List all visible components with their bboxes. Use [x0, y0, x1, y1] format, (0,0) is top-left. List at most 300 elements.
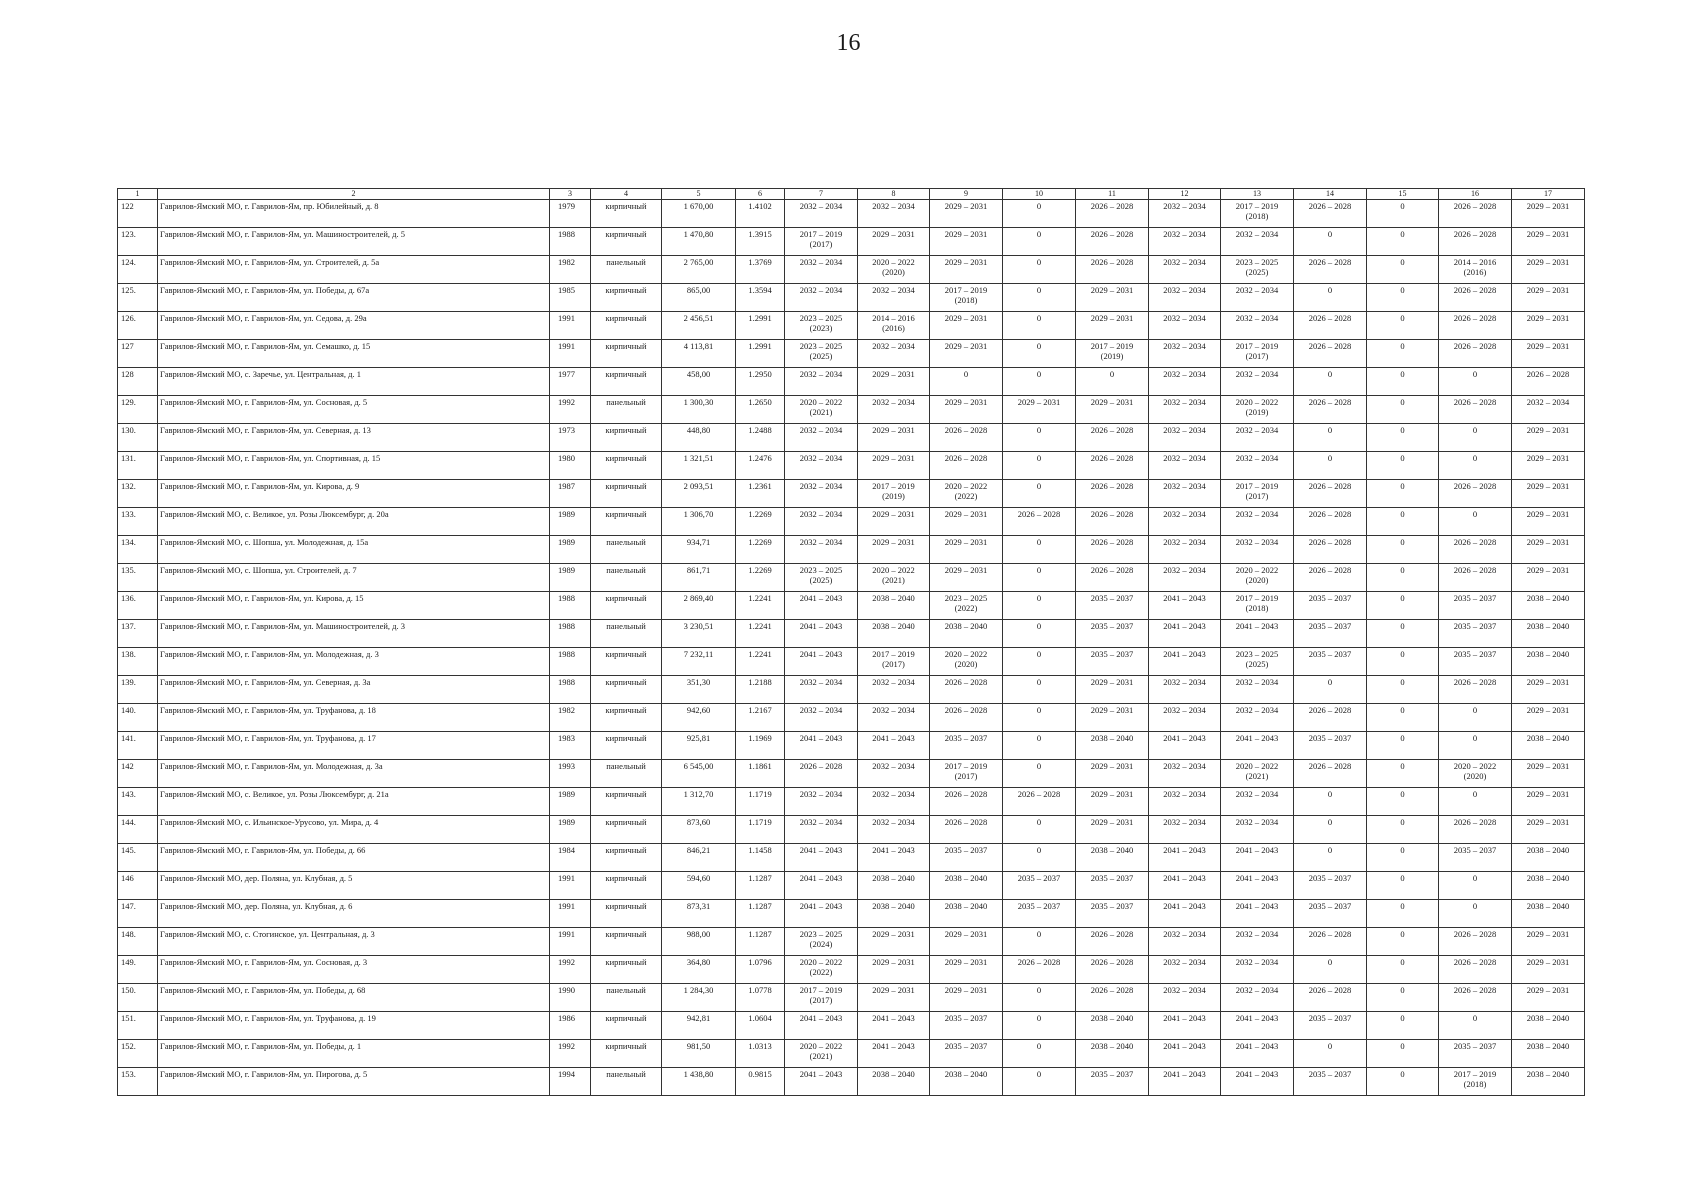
table-cell: 2032 – 2034 — [1221, 452, 1294, 480]
table-cell: 1 284,30 — [662, 984, 736, 1012]
table-cell: Гаврилов-Ямский МО, г. Гаврилов-Ям, ул. Труфанова, д. 17 — [158, 732, 550, 760]
table-cell: 2029 – 2031 — [1512, 816, 1585, 844]
table-cell: 2041 – 2043 — [785, 900, 858, 928]
table-cell: 2029 – 2031 — [1076, 816, 1149, 844]
table-cell: 1.0778 — [736, 984, 785, 1012]
column-header: 4 — [591, 189, 662, 200]
table-cell: 925,81 — [662, 732, 736, 760]
table-cell: 2023 – 2025 (2022) — [930, 592, 1003, 620]
table-cell: 2032 – 2034 — [1149, 368, 1221, 396]
table-cell: 126. — [118, 312, 158, 340]
table-cell: кирпичный — [591, 368, 662, 396]
table-cell: 133. — [118, 508, 158, 536]
table-cell: 0 — [1003, 760, 1076, 788]
table-cell: 0 — [1367, 396, 1439, 424]
table-cell: 1990 — [550, 984, 591, 1012]
table-cell: 2038 – 2040 — [930, 620, 1003, 648]
table-cell: 2038 – 2040 — [1512, 620, 1585, 648]
table-cell: 0 — [1003, 424, 1076, 452]
table-cell: 142 — [118, 760, 158, 788]
table-cell: 1.2361 — [736, 480, 785, 508]
table-cell: 0 — [1367, 228, 1439, 256]
table-cell: 0 — [1003, 452, 1076, 480]
table-cell: 0 — [1294, 676, 1367, 704]
table-cell: Гаврилов-Ямский МО, с. Великое, ул. Розы Люксембург, д. 20а — [158, 508, 550, 536]
table-cell: 140. — [118, 704, 158, 732]
table-row — [118, 956, 1585, 984]
table-cell: 2029 – 2031 — [1512, 788, 1585, 816]
table-cell: 934,71 — [662, 536, 736, 564]
table-cell: 1.2241 — [736, 648, 785, 676]
table-cell: 2026 – 2028 — [1439, 312, 1512, 340]
table-cell: Гаврилов-Ямский МО, г. Гаврилов-Ям, ул. Северная, д. 13 — [158, 424, 550, 452]
table-cell: 0 — [1003, 732, 1076, 760]
table-row — [118, 592, 1585, 620]
table-cell: 0 — [1294, 816, 1367, 844]
table-row — [118, 508, 1585, 536]
table-row — [118, 564, 1585, 592]
table-cell: 2017 – 2019 (2018) — [930, 284, 1003, 312]
table-row — [118, 704, 1585, 732]
table-cell: 137. — [118, 620, 158, 648]
table-cell: 2032 – 2034 — [1221, 704, 1294, 732]
table-row — [118, 1012, 1585, 1040]
table-cell: 2026 – 2028 — [1076, 536, 1149, 564]
table-cell: панельный — [591, 1068, 662, 1096]
table-cell: 2026 – 2028 — [1076, 256, 1149, 284]
table-cell: 2029 – 2031 — [1512, 312, 1585, 340]
table-cell: 2032 – 2034 — [1149, 788, 1221, 816]
table-cell: 2032 – 2034 — [1149, 984, 1221, 1012]
table-cell: 2023 – 2025 (2024) — [785, 928, 858, 956]
table-cell: 2032 – 2034 — [785, 256, 858, 284]
table-cell: 0 — [1367, 312, 1439, 340]
table-cell: 2041 – 2043 — [1149, 592, 1221, 620]
table-cell: 2032 – 2034 — [1221, 536, 1294, 564]
table-cell: 2029 – 2031 — [1003, 396, 1076, 424]
table-cell: Гаврилов-Ямский МО, г. Гаврилов-Ям, ул. Машиностроителей, д. 3 — [158, 620, 550, 648]
table-cell: 458,00 — [662, 368, 736, 396]
table-cell: 2038 – 2040 — [1076, 844, 1149, 872]
table-cell: 2032 – 2034 — [858, 816, 930, 844]
table-cell: 0 — [1003, 256, 1076, 284]
table-cell: 1.1861 — [736, 760, 785, 788]
table-cell: 2029 – 2031 — [858, 956, 930, 984]
table-cell: 2023 – 2025 (2025) — [785, 564, 858, 592]
table-cell: 0 — [1003, 648, 1076, 676]
table-cell: 0 — [1367, 508, 1439, 536]
table-cell: 145. — [118, 844, 158, 872]
table-cell: 2026 – 2028 — [1439, 816, 1512, 844]
table-cell: 2020 – 2022 (2019) — [1221, 396, 1294, 424]
table-cell: Гаврилов-Ямский МО, г. Гаврилов-Ям, ул. Победы, д. 68 — [158, 984, 550, 1012]
table-cell: 981,50 — [662, 1040, 736, 1068]
table-cell: 2029 – 2031 — [858, 536, 930, 564]
table-cell: 2032 – 2034 — [785, 508, 858, 536]
table-cell: 2032 – 2034 — [785, 284, 858, 312]
table-cell: 2032 – 2034 — [858, 788, 930, 816]
table-cell: 0 — [1003, 928, 1076, 956]
table-cell: 1.4102 — [736, 200, 785, 228]
table-cell: 1.2269 — [736, 508, 785, 536]
table-cell: 2032 – 2034 — [1221, 928, 1294, 956]
table-cell: кирпичный — [591, 956, 662, 984]
table-cell: 2038 – 2040 — [930, 1068, 1003, 1096]
table-cell: 0 — [1003, 368, 1076, 396]
table-cell: 0 — [1294, 956, 1367, 984]
table-cell: 2029 – 2031 — [858, 368, 930, 396]
table-cell: 2041 – 2043 — [858, 1040, 930, 1068]
table-cell: 2026 – 2028 — [1294, 200, 1367, 228]
table-cell: 0 — [1367, 536, 1439, 564]
table-cell: 2032 – 2034 — [1149, 816, 1221, 844]
table-row — [118, 816, 1585, 844]
table-cell: 0.9815 — [736, 1068, 785, 1096]
table-cell: 1.2241 — [736, 620, 785, 648]
table-cell: 0 — [1367, 928, 1439, 956]
table-cell: 1991 — [550, 872, 591, 900]
table-cell: 2032 – 2034 — [785, 788, 858, 816]
table-cell: 2041 – 2043 — [858, 1012, 930, 1040]
table-cell: 2035 – 2037 — [1076, 620, 1149, 648]
table-cell: 2026 – 2028 — [1294, 396, 1367, 424]
table-cell: 1 300,30 — [662, 396, 736, 424]
table-cell: 2038 – 2040 — [1512, 900, 1585, 928]
table-cell: 1.1287 — [736, 928, 785, 956]
table-cell: 0 — [1003, 536, 1076, 564]
table-cell: 0 — [1367, 452, 1439, 480]
table-cell: 1 438,80 — [662, 1068, 736, 1096]
table-cell: 2041 – 2043 — [1221, 732, 1294, 760]
table-cell: Гаврилов-Ямский МО, дер. Поляна, ул. Клубная, д. 6 — [158, 900, 550, 928]
table-cell: 1.2167 — [736, 704, 785, 732]
table-cell: 0 — [1367, 564, 1439, 592]
table-cell: Гаврилов-Ямский МО, с. Великое, ул. Розы Люксембург, д. 21а — [158, 788, 550, 816]
table-cell: 1.2991 — [736, 340, 785, 368]
table-cell: 2041 – 2043 — [785, 872, 858, 900]
table-cell: 2026 – 2028 — [785, 760, 858, 788]
table-row — [118, 984, 1585, 1012]
table-cell: кирпичный — [591, 816, 662, 844]
table-cell: 2014 – 2016 (2016) — [1439, 256, 1512, 284]
table-cell: 1.1287 — [736, 900, 785, 928]
table-cell: 2017 – 2019 (2018) — [1439, 1068, 1512, 1096]
table-cell: 1982 — [550, 256, 591, 284]
table-cell: кирпичный — [591, 508, 662, 536]
table-cell: 2026 – 2028 — [930, 452, 1003, 480]
table-cell: 1.1719 — [736, 788, 785, 816]
table-cell: 0 — [1076, 368, 1149, 396]
table-cell: 2029 – 2031 — [1512, 564, 1585, 592]
table-cell: кирпичный — [591, 228, 662, 256]
table-cell: 2041 – 2043 — [1149, 732, 1221, 760]
table-cell: 0 — [1367, 256, 1439, 284]
table-cell: 988,00 — [662, 928, 736, 956]
table-cell: 136. — [118, 592, 158, 620]
table-cell: кирпичный — [591, 312, 662, 340]
table-cell: 0 — [1367, 872, 1439, 900]
table-cell: 1982 — [550, 704, 591, 732]
table-cell: 2026 – 2028 — [1294, 984, 1367, 1012]
table-cell: 149. — [118, 956, 158, 984]
table-cell: 2032 – 2034 — [1221, 816, 1294, 844]
table-cell: кирпичный — [591, 900, 662, 928]
table-cell: 0 — [1367, 900, 1439, 928]
table-cell: кирпичный — [591, 284, 662, 312]
table-cell: 132. — [118, 480, 158, 508]
table-cell: Гаврилов-Ямский МО, г. Гаврилов-Ям, ул. Семашко, д. 15 — [158, 340, 550, 368]
table-cell: 0 — [1367, 620, 1439, 648]
table-row — [118, 340, 1585, 368]
table-cell: панельный — [591, 396, 662, 424]
column-header: 13 — [1221, 189, 1294, 200]
table-cell: Гаврилов-Ямский МО, г. Гаврилов-Ям, ул. Труфанова, д. 18 — [158, 704, 550, 732]
table-row — [118, 1068, 1585, 1096]
table-cell: 2017 – 2019 (2017) — [785, 984, 858, 1012]
table-cell: 2032 – 2034 — [1149, 508, 1221, 536]
header-row — [118, 189, 1585, 200]
table-cell: 2026 – 2028 — [1076, 956, 1149, 984]
table-cell: 2035 – 2037 — [1294, 900, 1367, 928]
table-cell: Гаврилов-Ямский МО, г. Гаврилов-Ям, пр. Юбилейный, д. 8 — [158, 200, 550, 228]
table-cell: 131. — [118, 452, 158, 480]
table-cell: 2029 – 2031 — [858, 424, 930, 452]
table-cell: 2032 – 2034 — [858, 676, 930, 704]
table-cell: 2041 – 2043 — [1149, 648, 1221, 676]
table-cell: Гаврилов-Ямский МО, с. Ильинское-Урусово, ул. Мира, д. 4 — [158, 816, 550, 844]
table-cell: 2026 – 2028 — [1439, 984, 1512, 1012]
table-cell: 351,30 — [662, 676, 736, 704]
table-cell: 6 545,00 — [662, 760, 736, 788]
table-cell: 2032 – 2034 — [1149, 564, 1221, 592]
table-cell: 4 113,81 — [662, 340, 736, 368]
table-cell: 2026 – 2028 — [1076, 228, 1149, 256]
table-cell: 2029 – 2031 — [930, 200, 1003, 228]
table-cell: 2029 – 2031 — [858, 984, 930, 1012]
table-cell: 1989 — [550, 508, 591, 536]
table-cell: кирпичный — [591, 732, 662, 760]
table-cell: 2026 – 2028 — [1003, 956, 1076, 984]
table-cell: 2041 – 2043 — [785, 844, 858, 872]
table-cell: 2032 – 2034 — [1149, 452, 1221, 480]
table-cell: 2020 – 2022 (2020) — [930, 648, 1003, 676]
table-cell: 1984 — [550, 844, 591, 872]
table-cell: 0 — [1367, 424, 1439, 452]
table-cell: 2026 – 2028 — [1294, 340, 1367, 368]
table-row — [118, 424, 1585, 452]
column-header: 7 — [785, 189, 858, 200]
table-cell: 1992 — [550, 956, 591, 984]
table-cell: 135. — [118, 564, 158, 592]
table-cell: 2026 – 2028 — [930, 788, 1003, 816]
table-cell: панельный — [591, 564, 662, 592]
table-cell: кирпичный — [591, 788, 662, 816]
table-cell: 846,21 — [662, 844, 736, 872]
table-cell: 2032 – 2034 — [785, 704, 858, 732]
table-cell: 2029 – 2031 — [1076, 312, 1149, 340]
table-cell: 2 869,40 — [662, 592, 736, 620]
table-cell: Гаврилов-Ямский МО, г. Гаврилов-Ям, ул. Победы, д. 67а — [158, 284, 550, 312]
table-cell: 1.2476 — [736, 452, 785, 480]
table-cell: 1 470,80 — [662, 228, 736, 256]
table-cell: 0 — [1003, 620, 1076, 648]
table-cell: 1991 — [550, 900, 591, 928]
table-cell: 2026 – 2028 — [1003, 788, 1076, 816]
table-cell: 2035 – 2037 — [1076, 900, 1149, 928]
table-cell: 0 — [1367, 732, 1439, 760]
table-cell: 1993 — [550, 760, 591, 788]
table-cell: 873,31 — [662, 900, 736, 928]
table-cell: Гаврилов-Ямский МО, г. Гаврилов-Ям, ул. Победы, д. 66 — [158, 844, 550, 872]
table-cell: 2038 – 2040 — [858, 620, 930, 648]
table-cell: 147. — [118, 900, 158, 928]
table-cell: 2026 – 2028 — [1439, 676, 1512, 704]
table-cell: 143. — [118, 788, 158, 816]
table-cell: 2041 – 2043 — [1149, 872, 1221, 900]
table-cell: 0 — [1367, 480, 1439, 508]
table-cell: 2026 – 2028 — [1294, 536, 1367, 564]
table-cell: 594,60 — [662, 872, 736, 900]
table-cell: 2035 – 2037 — [1294, 1012, 1367, 1040]
column-header: 12 — [1149, 189, 1221, 200]
table-cell: кирпичный — [591, 340, 662, 368]
table-cell: 2038 – 2040 — [1512, 872, 1585, 900]
table-cell: 2026 – 2028 — [1294, 928, 1367, 956]
table-cell: 2026 – 2028 — [1003, 508, 1076, 536]
table-cell: 1.2650 — [736, 396, 785, 424]
table-cell: 2029 – 2031 — [1512, 256, 1585, 284]
table-cell: Гаврилов-Ямский МО, с. Шопша, ул. Строителей, д. 7 — [158, 564, 550, 592]
table-cell: 2032 – 2034 — [1221, 984, 1294, 1012]
table-cell: 2020 – 2022 (2021) — [1221, 760, 1294, 788]
table-cell: 2026 – 2028 — [930, 816, 1003, 844]
table-cell: 148. — [118, 928, 158, 956]
table-cell: 2035 – 2037 — [1076, 1068, 1149, 1096]
table-row — [118, 312, 1585, 340]
table-cell: 2032 – 2034 — [1149, 312, 1221, 340]
table-cell: 152. — [118, 1040, 158, 1068]
table-cell: 1.0313 — [736, 1040, 785, 1068]
table-cell: 942,60 — [662, 704, 736, 732]
table-cell: 2032 – 2034 — [1149, 424, 1221, 452]
table-cell: 0 — [1367, 200, 1439, 228]
table-cell: 0 — [1367, 984, 1439, 1012]
table-cell: Гаврилов-Ямский МО, г. Гаврилов-Ям, ул. Машиностроителей, д. 5 — [158, 228, 550, 256]
table-cell: 2020 – 2022 (2021) — [785, 396, 858, 424]
table-cell: 2026 – 2028 — [1439, 284, 1512, 312]
table-cell: 1989 — [550, 816, 591, 844]
table-cell: 1 306,70 — [662, 508, 736, 536]
table-cell: 0 — [1367, 788, 1439, 816]
table-cell: 2035 – 2037 — [1076, 592, 1149, 620]
table-cell: 1980 — [550, 452, 591, 480]
table-cell: 2041 – 2043 — [785, 592, 858, 620]
table-cell: 2035 – 2037 — [1439, 620, 1512, 648]
table-cell: Гаврилов-Ямский МО, дер. Поляна, ул. Клубная, д. 5 — [158, 872, 550, 900]
table-cell: 942,81 — [662, 1012, 736, 1040]
table-cell: 2032 – 2034 — [1512, 396, 1585, 424]
table-cell: 865,00 — [662, 284, 736, 312]
table-cell: 2026 – 2028 — [930, 704, 1003, 732]
table-cell: 2029 – 2031 — [1512, 228, 1585, 256]
table-cell: 2029 – 2031 — [1512, 928, 1585, 956]
table-cell: 2032 – 2034 — [858, 704, 930, 732]
table-cell: 127 — [118, 340, 158, 368]
table-cell: 2 456,51 — [662, 312, 736, 340]
table-cell: 1977 — [550, 368, 591, 396]
table-cell: 2029 – 2031 — [1076, 284, 1149, 312]
table-cell: 1.2269 — [736, 536, 785, 564]
table-cell: 2041 – 2043 — [1149, 620, 1221, 648]
table-cell: 2026 – 2028 — [1294, 312, 1367, 340]
table-cell: Гаврилов-Ямский МО, г. Гаврилов-Ям, ул. Сосновая, д. 3 — [158, 956, 550, 984]
table-cell: 0 — [1367, 844, 1439, 872]
table-cell: 2026 – 2028 — [1512, 368, 1585, 396]
table-cell: 2023 – 2025 (2023) — [785, 312, 858, 340]
table-cell: 2035 – 2037 — [930, 844, 1003, 872]
table-cell: 130. — [118, 424, 158, 452]
table-cell: 2029 – 2031 — [1512, 984, 1585, 1012]
table-cell: 2032 – 2034 — [785, 536, 858, 564]
table-cell: 2029 – 2031 — [1512, 956, 1585, 984]
table-cell: 2017 – 2019 (2018) — [1221, 592, 1294, 620]
table-cell: 0 — [1294, 452, 1367, 480]
table-cell: 0 — [1003, 228, 1076, 256]
table-cell: 2029 – 2031 — [858, 228, 930, 256]
table-cell: 2032 – 2034 — [1221, 676, 1294, 704]
table-cell: 2041 – 2043 — [1221, 872, 1294, 900]
table-cell: 2035 – 2037 — [930, 1012, 1003, 1040]
table-cell: 2038 – 2040 — [930, 872, 1003, 900]
table-cell: Гаврилов-Ямский МО, г. Гаврилов-Ям, ул. Седова, д. 29а — [158, 312, 550, 340]
table-cell: 2026 – 2028 — [1076, 480, 1149, 508]
table-cell: 2017 – 2019 (2019) — [1076, 340, 1149, 368]
table-cell: 1.2241 — [736, 592, 785, 620]
table-cell: 2014 – 2016 (2016) — [858, 312, 930, 340]
table-cell: 0 — [1003, 704, 1076, 732]
table-cell: 0 — [1003, 1040, 1076, 1068]
table-cell: 2026 – 2028 — [1294, 760, 1367, 788]
table-cell: 0 — [1003, 564, 1076, 592]
table-cell: 1.3769 — [736, 256, 785, 284]
table-cell: 0 — [1367, 1012, 1439, 1040]
table-cell: 2032 – 2034 — [1221, 228, 1294, 256]
table-cell: 2029 – 2031 — [1076, 676, 1149, 704]
table-cell: 0 — [1439, 424, 1512, 452]
table-cell: 129. — [118, 396, 158, 424]
table-cell: 151. — [118, 1012, 158, 1040]
table-row — [118, 256, 1585, 284]
table-row — [118, 536, 1585, 564]
table-cell: 1.2991 — [736, 312, 785, 340]
table-cell: 2029 – 2031 — [858, 928, 930, 956]
table-cell: кирпичный — [591, 844, 662, 872]
table-cell: 2029 – 2031 — [930, 312, 1003, 340]
table-cell: 2032 – 2034 — [1149, 480, 1221, 508]
table-cell: 2035 – 2037 — [930, 1040, 1003, 1068]
table-cell: Гаврилов-Ямский МО, с. Шопша, ул. Молодежная, д. 15а — [158, 536, 550, 564]
table-cell: кирпичный — [591, 1012, 662, 1040]
table-cell: 2041 – 2043 — [1221, 844, 1294, 872]
table-cell: 0 — [1003, 844, 1076, 872]
table-cell: 1979 — [550, 200, 591, 228]
table-row — [118, 1040, 1585, 1068]
table-cell: 2032 – 2034 — [858, 340, 930, 368]
table-cell: 2038 – 2040 — [1512, 844, 1585, 872]
table-cell: 0 — [1294, 424, 1367, 452]
table-cell: 150. — [118, 984, 158, 1012]
table-cell: 0 — [1439, 704, 1512, 732]
